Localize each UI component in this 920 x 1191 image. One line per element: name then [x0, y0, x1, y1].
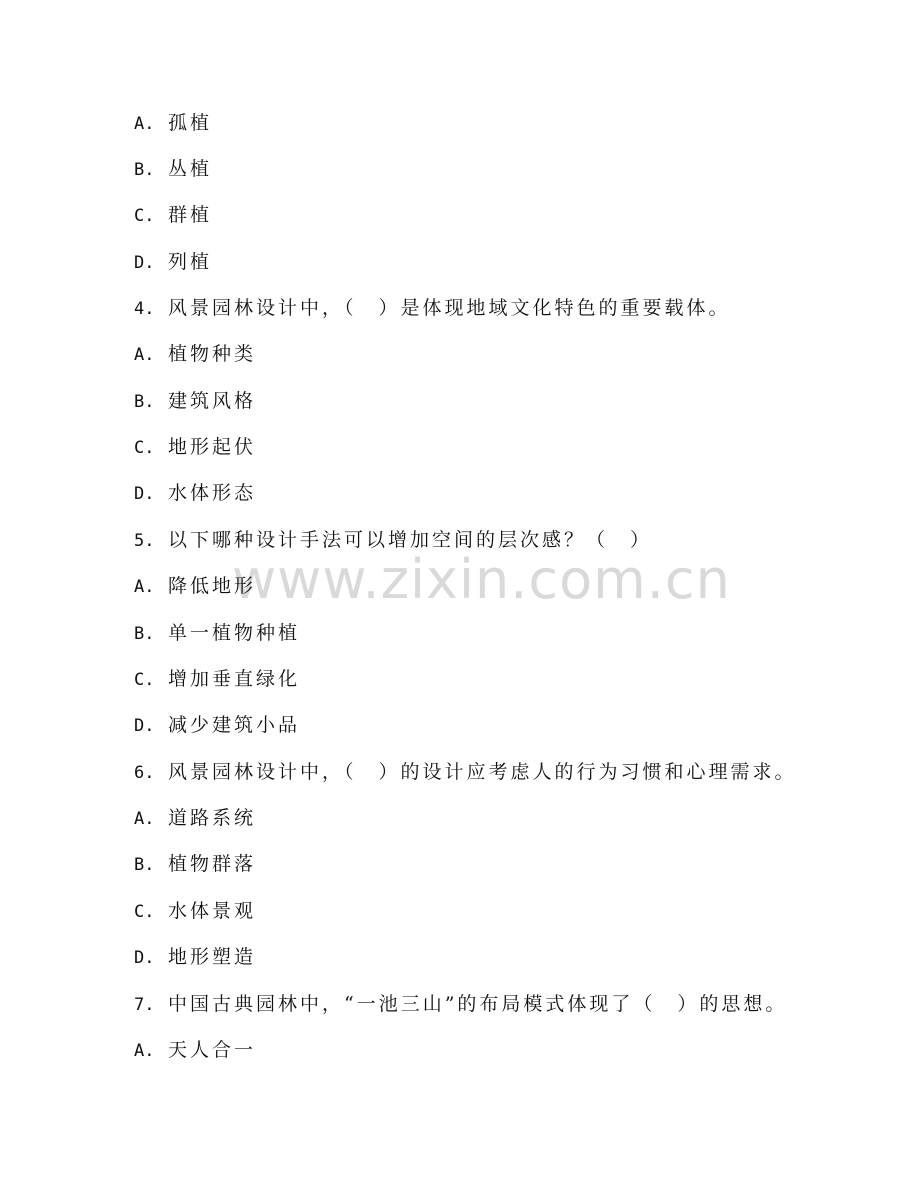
option-prefix: A.: [134, 1041, 155, 1061]
option-prefix: A.: [134, 809, 155, 829]
question-number: 4.: [134, 299, 155, 319]
option-text: 植物群落: [168, 853, 257, 875]
question-line: [134, 525, 652, 555]
option-text: 群植: [168, 204, 213, 226]
option-text: 减少建筑小品: [168, 714, 301, 736]
option-line: [134, 710, 300, 740]
option-line: [134, 664, 300, 694]
option-line: [134, 1035, 256, 1065]
option-prefix: D.: [134, 716, 155, 736]
option-prefix: C.: [134, 438, 155, 458]
option-text: 降低地形: [168, 575, 257, 597]
question-number: 7.: [134, 995, 155, 1015]
question-text: 中国古典园林中，“一池三山”的布局模式体现了（ ）的思想。: [168, 993, 788, 1015]
question-line: [134, 989, 787, 1019]
option-prefix: C.: [134, 206, 155, 226]
question-line: [134, 293, 731, 323]
question-number: 6.: [134, 763, 155, 783]
option-line: [134, 200, 212, 230]
option-line: [134, 478, 256, 508]
option-text: 孤植: [168, 112, 213, 134]
question-number: 5.: [134, 531, 155, 551]
option-prefix: B.: [134, 624, 155, 644]
option-line: [134, 108, 212, 138]
option-prefix: A.: [134, 114, 155, 134]
option-text: 丛植: [168, 158, 213, 180]
option-prefix: B.: [134, 160, 155, 180]
option-prefix: D.: [134, 948, 155, 968]
option-text: 地形塑造: [168, 946, 257, 968]
option-line: [134, 432, 256, 462]
option-text: 单一植物种植: [168, 622, 301, 644]
option-text: 增加垂直绿化: [168, 668, 301, 690]
option-line: [134, 849, 256, 879]
option-text: 建筑风格: [168, 390, 257, 412]
option-line: [134, 803, 256, 833]
option-line: [134, 386, 256, 416]
option-text: 天人合一: [168, 1039, 257, 1061]
option-text: 水体景观: [168, 900, 257, 922]
question-line: [134, 757, 797, 787]
option-text: 地形起伏: [168, 436, 257, 458]
question-text: 风景园林设计中，（ ）的设计应考虑人的行为习惯和心理需求。: [168, 761, 797, 783]
option-line: [134, 942, 256, 972]
option-prefix: D.: [134, 484, 155, 504]
option-line: [134, 571, 256, 601]
option-prefix: C.: [134, 670, 155, 690]
option-prefix: A.: [134, 345, 155, 365]
watermark: www.zixin.com.cn: [232, 548, 731, 611]
option-prefix: B.: [134, 392, 155, 412]
option-line: [134, 896, 256, 926]
option-line: [134, 618, 300, 648]
option-prefix: A.: [134, 577, 155, 597]
option-line: [134, 339, 256, 369]
option-prefix: B.: [134, 855, 155, 875]
option-text: 列植: [168, 251, 213, 273]
option-line: [134, 154, 212, 184]
question-text: 风景园林设计中，（ ）是体现地域文化特色的重要载体。: [168, 297, 731, 319]
option-text: 植物种类: [168, 343, 257, 365]
option-prefix: D.: [134, 253, 155, 273]
option-prefix: C.: [134, 902, 155, 922]
option-text: 道路系统: [168, 807, 257, 829]
option-line: [134, 247, 212, 277]
option-text: 水体形态: [168, 482, 257, 504]
question-text: 以下哪种设计手法可以增加空间的层次感？（ ）: [168, 529, 653, 551]
